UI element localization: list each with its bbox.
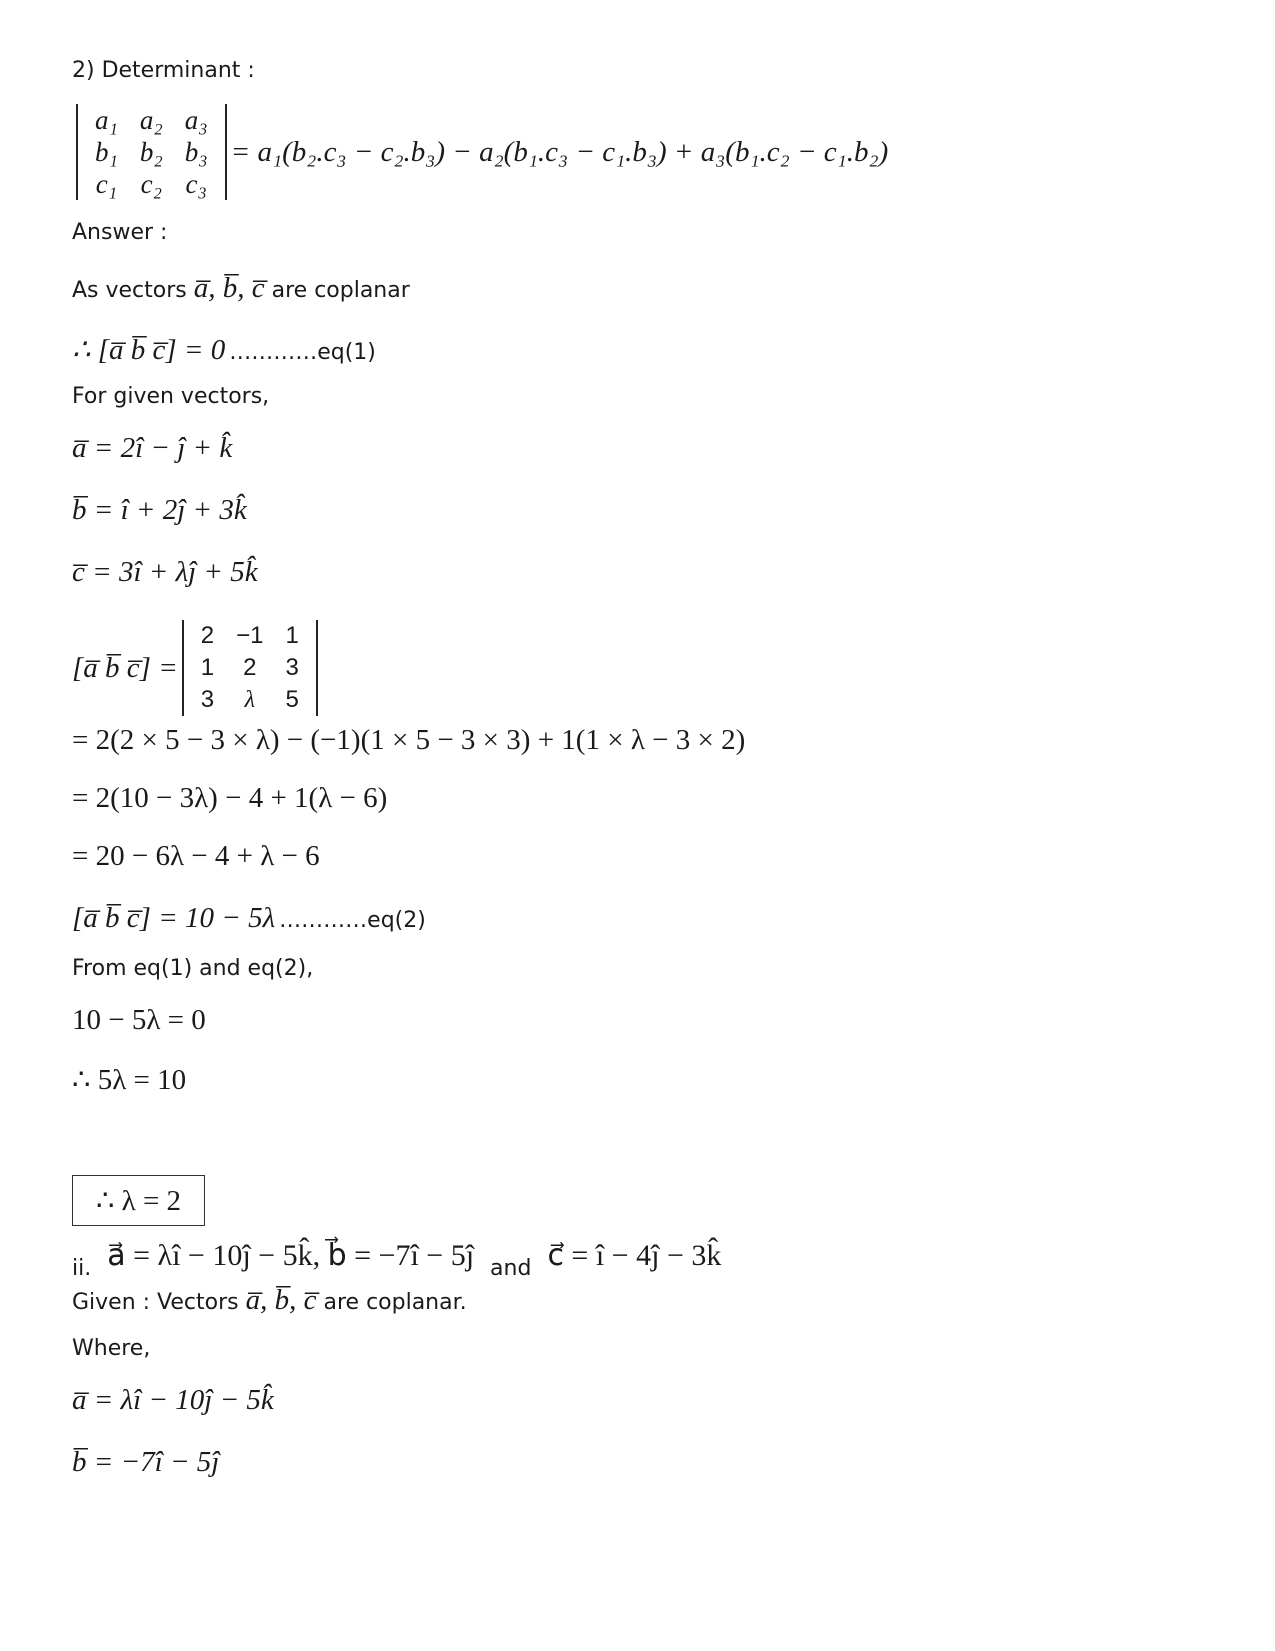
det-cell: c₁ — [95, 169, 118, 199]
det-cell: a₃ — [184, 105, 208, 135]
determinant-expansion: = a₁(b₂.c₃ − c₂.b₃) − a₂(b₁.c₃ − c₁.b₃) + a₃(b₁.c₂ − c₁.b₂) — [230, 135, 889, 168]
statement-suffix: are coplanar — [271, 278, 410, 303]
determinant-lhs: [a̅ b̅ c̅] = — [72, 651, 178, 684]
det-cell: 1 — [285, 622, 299, 649]
expansion-step-2: = 2(10 − 3λ) − 4 + 1(λ − 6) — [72, 782, 388, 814]
solve-step-1: 10 − 5λ = 0 — [72, 1004, 206, 1036]
vector-symbols: a̅, b̅, c̅ — [245, 1284, 317, 1316]
determinant-formula — [72, 104, 888, 200]
from-equations-text: From eq(1) and eq(2), — [72, 956, 314, 981]
vector-a-definition: a̅ = 2î − ĵ + k̂ — [72, 432, 233, 464]
det-cell: b₂ — [139, 137, 163, 167]
part-vectors-ab: a⃗ = λî − 10ĵ − 5k̂, b⃗ = −7î − 5ĵ — [107, 1239, 475, 1272]
det-cell: 2 — [200, 622, 215, 649]
equation-expression: ∴ [a̅ b̅ c̅] = 0 — [72, 334, 226, 366]
expansion-step-3: = 20 − 6λ − 4 + λ − 6 — [72, 840, 320, 872]
equation-expression: [a̅ b̅ c̅] = 10 − 5λ — [72, 902, 276, 934]
for-given-text: For given vectors, — [72, 384, 270, 409]
det-cell: 1 — [200, 654, 215, 681]
part-vector-c: c⃗ = î − 4ĵ − 3k̂ — [547, 1239, 722, 1272]
equation-1 — [72, 332, 376, 367]
result-value: ∴ λ = 2 — [95, 1185, 182, 1217]
det-cell: c₂ — [140, 169, 163, 199]
det-cell: a₂ — [139, 105, 163, 135]
det-cell: 5 — [285, 686, 299, 713]
symbolic-determinant — [76, 104, 227, 200]
coplanar-statement — [72, 272, 410, 305]
part-label: ii. — [72, 1256, 92, 1281]
solve-step-2: ∴ 5λ = 10 — [72, 1064, 187, 1096]
equation-2 — [72, 902, 426, 935]
det-cell: b₃ — [184, 137, 208, 167]
det-cell: a₁ — [95, 105, 118, 135]
numeric-determinant — [182, 620, 318, 716]
vector-symbols: a̅, b̅, c̅ — [193, 272, 265, 304]
vector-a-definition-ii: a̅ = λî − 10ĵ − 5k̂ — [72, 1384, 274, 1416]
det-cell: 2 — [243, 654, 257, 681]
det-cell: 3 — [285, 654, 299, 681]
section-heading: 2) Determinant : — [72, 58, 255, 83]
where-text: Where, — [72, 1336, 151, 1361]
det-cell: λ — [244, 687, 256, 713]
vector-b-definition-ii: b̅ = −7î − 5ĵ — [72, 1446, 220, 1478]
part-ii-statement — [72, 1238, 721, 1283]
det-cell: −1 — [236, 622, 264, 649]
answer-label: Answer : — [72, 220, 168, 245]
statement-suffix: are coplanar. — [323, 1290, 467, 1315]
equation-label: …………eq(2) — [279, 908, 426, 933]
result-box — [72, 1175, 205, 1226]
statement-prefix: As vectors — [72, 278, 187, 303]
det-cell: c₃ — [185, 169, 207, 199]
numeric-determinant-line — [72, 620, 322, 716]
expansion-step-1: = 2(2 × 5 − 3 × λ) − (−1)(1 × 5 − 3 × 3) + 1(1 × λ − 3 × 2) — [72, 724, 746, 756]
statement-prefix: Given : Vectors — [72, 1290, 239, 1315]
vector-b-definition: b̅ = î + 2ĵ + 3k̂ — [72, 494, 247, 526]
given-statement — [72, 1284, 467, 1317]
part-and: and — [490, 1256, 532, 1281]
vector-c-definition: c̅ = 3î + λĵ + 5k̂ — [72, 556, 258, 588]
equation-label: …………eq(1) — [229, 340, 376, 365]
det-cell: b₁ — [95, 137, 118, 167]
det-cell: 3 — [200, 686, 215, 713]
